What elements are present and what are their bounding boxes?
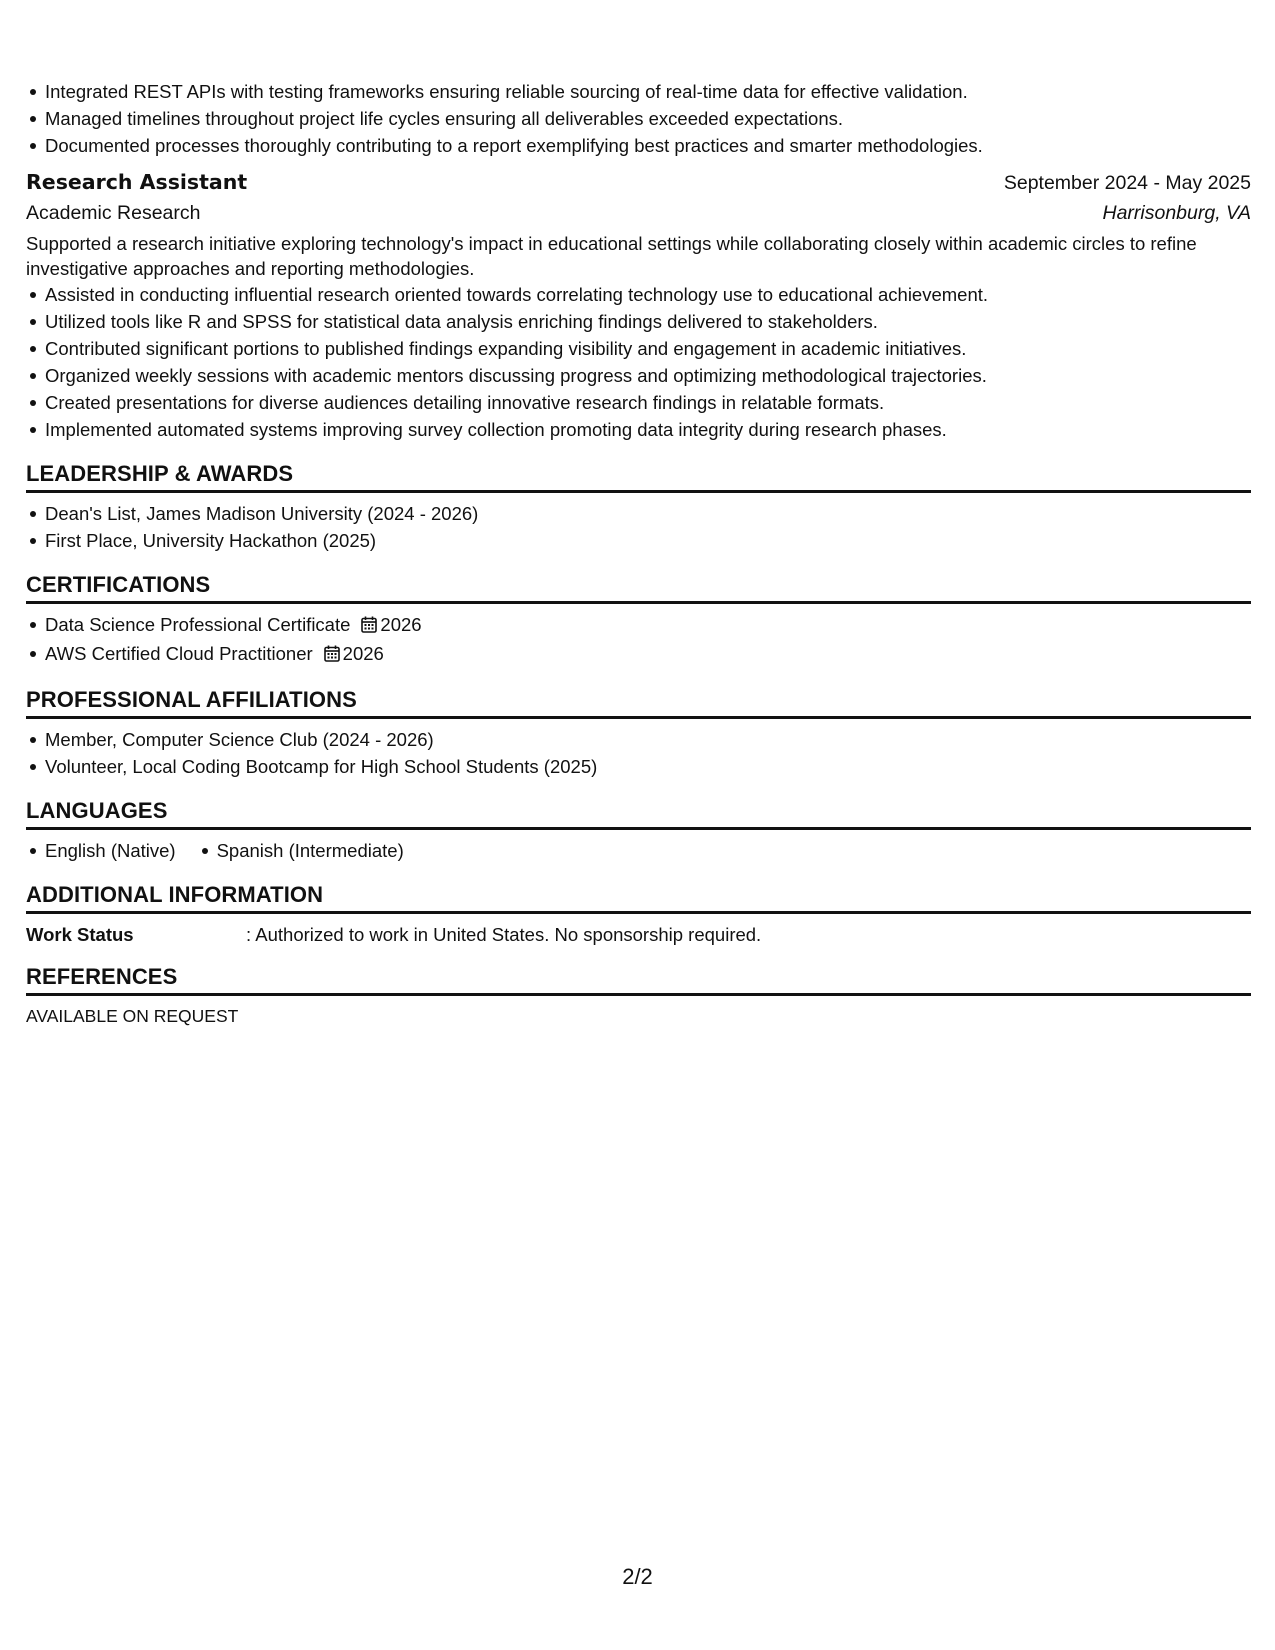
section-title: PROFESSIONAL AFFILIATIONS [26, 686, 1251, 719]
list-item: Organized weekly sessions with academic mentors discussing progress and optimizing methodological trajectories. [45, 362, 1251, 389]
research-job-entry [26, 168, 1251, 443]
languages-list [26, 837, 1251, 864]
job-header [26, 168, 1251, 197]
certification-name: Data Science Professional Certificate [45, 614, 351, 635]
section-title: LANGUAGES [26, 797, 1251, 830]
job-dates: September 2024 - May 2025 [1003, 172, 1251, 194]
list-item: Created presentations for diverse audiences detailing innovative research findings in relatable formats. [45, 389, 1251, 416]
language-item: Spanish (Intermediate) [217, 837, 404, 864]
job-location: Harrisonburg, VA [1102, 202, 1251, 224]
job-summary: Supported a research initiative exploring technology's impact in educational settings while collaborating closely within academic circles to refine investigative approaches and reporting methodologies. [26, 233, 1197, 279]
certification-year: 2026 [342, 643, 384, 664]
calendar-icon [361, 613, 377, 640]
additional-info-section [26, 881, 1251, 948]
job-subheader [26, 199, 1251, 227]
section-title: REFERENCES [26, 963, 1251, 996]
list-item: Documented processes thoroughly contributing to a report exemplifying best practices and smarter methodologies. [45, 132, 1251, 159]
certification-name: AWS Certified Cloud Practitioner [45, 643, 313, 664]
work-status-value: : Authorized to work in United States. No sponsorship required. [246, 924, 762, 945]
previous-job-bullets [26, 78, 1251, 159]
affiliations-section [26, 686, 1251, 780]
list-item: First Place, University Hackathon (2025) [45, 527, 1251, 554]
resume-page [26, 78, 1251, 1029]
section-title: ADDITIONAL INFORMATION [26, 881, 1251, 914]
section-title: CERTIFICATIONS [26, 571, 1251, 604]
list-item: Integrated REST APIs with testing frameworks ensuring reliable sourcing of real-time data for effective validation. [45, 78, 1251, 105]
certification-year: 2026 [380, 614, 422, 635]
certification-item [45, 640, 1251, 669]
certification-item [45, 611, 1251, 640]
section-title: LEADERSHIP & AWARDS [26, 460, 1251, 493]
affiliations-list [26, 726, 1251, 780]
certifications-section [26, 571, 1251, 669]
leadership-section [26, 460, 1251, 554]
page-number: 2/2 [622, 1564, 653, 1589]
list-item: Volunteer, Local Coding Bootcamp for High School Students (2025) [45, 753, 1251, 780]
job-bullets [26, 281, 1251, 443]
list-item: Contributed significant portions to published findings expanding visibility and engagement in academic initiatives. [45, 335, 1251, 362]
list-item: Utilized tools like R and SPSS for statistical data analysis enriching findings delivered to stakeholders. [45, 308, 1251, 335]
list-item: Dean's List, James Madison University (2024 - 2026) [45, 500, 1251, 527]
leadership-list [26, 500, 1251, 554]
list-item: Assisted in conducting influential research oriented towards correlating technology use to educational achievement. [45, 281, 1251, 308]
certifications-list [26, 611, 1251, 669]
calendar-icon [324, 642, 340, 669]
list-item: Member, Computer Science Club (2024 - 2026) [45, 726, 1251, 753]
job-organization: Academic Research [26, 202, 201, 224]
list-item: Managed timelines throughout project life cycles ensuring all deliverables exceeded expectations. [45, 105, 1251, 132]
list-item: Implemented automated systems improving survey collection promoting data integrity during research phases. [45, 416, 1251, 443]
work-status-row [26, 921, 1251, 948]
references-section [26, 963, 1251, 1029]
languages-section [26, 797, 1251, 864]
work-status-label: Work Status [26, 924, 134, 945]
references-text: AVAILABLE ON REQUEST [26, 1006, 239, 1026]
language-item: English (Native) [45, 837, 176, 864]
job-title: Research Assistant [26, 170, 248, 194]
